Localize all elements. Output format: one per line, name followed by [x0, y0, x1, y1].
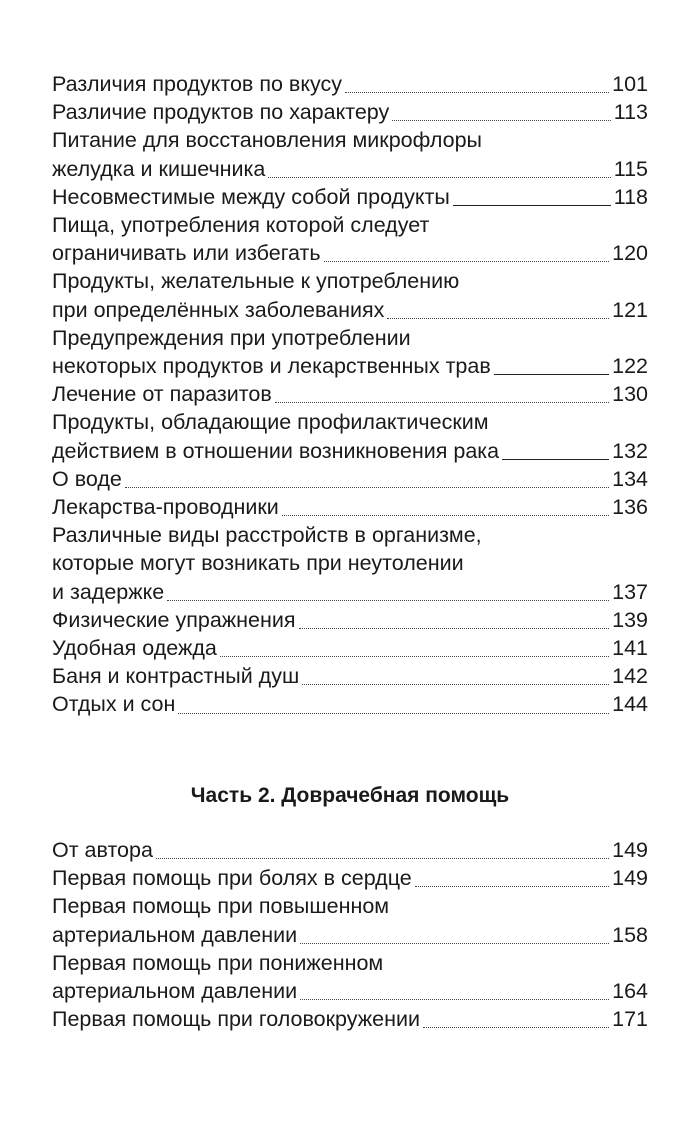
toc-page-number: 144	[612, 692, 648, 717]
toc-entry	[52, 892, 648, 948]
toc-entry	[52, 380, 648, 408]
toc-page-number: 136	[612, 495, 648, 520]
toc-entry-last-line	[52, 662, 648, 690]
toc-leader	[392, 120, 610, 121]
toc-entry-title: Отдых и сон	[52, 692, 176, 717]
toc-entry-title-line: которые могут возникать при неутолении	[52, 551, 464, 576]
toc-entry-last-line	[52, 183, 648, 211]
toc-page-number: 122	[612, 354, 648, 379]
section-heading-part-2: Часть 2. Доврачебная помощь	[190, 784, 510, 807]
toc-entry-last-line	[52, 578, 648, 606]
toc-leader	[178, 713, 609, 714]
toc-entry	[52, 408, 648, 464]
toc-entry	[52, 521, 648, 606]
toc-entry-last-line	[52, 836, 648, 864]
toc-entry-last-line	[52, 1005, 648, 1033]
toc-entry-last-line	[52, 380, 648, 408]
toc-entry-title: Лечение от паразитов	[52, 382, 272, 407]
toc-page-number: 158	[612, 922, 648, 947]
toc-page-number: 149	[612, 866, 648, 891]
toc-leader	[300, 943, 609, 944]
toc-entry	[52, 324, 648, 380]
toc-entry-last-line	[52, 921, 648, 949]
toc-entry-last-line	[52, 864, 648, 892]
toc-entry-last-line	[52, 634, 648, 662]
toc-part-2	[52, 836, 648, 1033]
toc-entry-title: желудка и кишечника	[52, 156, 266, 181]
toc-entry-title: От автора	[52, 838, 153, 862]
toc-leader	[125, 487, 609, 488]
toc-leader	[324, 261, 610, 262]
toc-entry	[52, 1005, 648, 1033]
toc-page-number: 113	[613, 100, 648, 125]
toc-entry-title: Различие продуктов по характеру	[52, 100, 390, 125]
toc-entry-last-line	[52, 437, 648, 465]
toc-entry	[52, 836, 648, 864]
toc-entry	[52, 493, 648, 521]
toc-entry-title: Лекарства-проводники	[52, 495, 279, 520]
toc-leader	[299, 628, 610, 629]
toc-entry-title: Баня и контрастный душ	[52, 664, 300, 689]
toc-entry-last-line	[52, 70, 648, 98]
toc-page-number: 132	[612, 438, 648, 463]
toc-page-number: 121	[612, 297, 648, 322]
toc-page-number: 115	[613, 156, 648, 181]
toc-page-number: 141	[612, 636, 648, 661]
toc-entry-title: Первая помощь при болях в сердце	[52, 866, 412, 891]
toc-entry	[52, 267, 648, 323]
toc-entry	[52, 864, 648, 892]
toc-leader	[268, 177, 610, 178]
toc-entry-last-line	[52, 606, 648, 634]
toc-entry-last-line	[52, 155, 648, 183]
toc-entry	[52, 949, 648, 1005]
toc-entry	[52, 183, 648, 211]
toc-leader	[220, 656, 609, 657]
toc-entry-title-line: Питание для восстановления микрофлоры	[52, 128, 482, 153]
toc-leader	[275, 402, 609, 403]
toc-page-number: 171	[612, 1007, 648, 1032]
toc-entry	[52, 662, 648, 690]
toc-entry	[52, 211, 648, 267]
toc-entry-title: некоторых продуктов и лекарственных трав	[52, 354, 491, 379]
toc-entry-title-line: Продукты, желательные к употреблению	[52, 269, 460, 294]
toc-leader	[156, 858, 609, 859]
toc-entry	[52, 465, 648, 493]
toc-leader	[282, 515, 609, 516]
toc-entry	[52, 634, 648, 662]
toc-entry-title: Удобная одежда	[52, 636, 217, 661]
toc-leader	[494, 374, 609, 375]
toc-part-1	[52, 70, 648, 719]
toc-leader	[167, 600, 609, 601]
toc-entry	[52, 126, 648, 182]
toc-entry-title-line: Первая помощь при повышенном	[52, 894, 390, 919]
toc-entry-last-line	[52, 493, 648, 521]
toc-entry-last-line	[52, 352, 648, 380]
toc-entry	[52, 690, 648, 718]
toc-entry-title: ограничивать или избегать	[52, 241, 321, 266]
toc-entry-last-line	[52, 98, 648, 126]
toc-entry-title-line: Продукты, обладающие профилактическим	[52, 410, 489, 435]
toc-entry-title-line: Предупреждения при употреблении	[52, 325, 411, 350]
toc-page-number: 164	[612, 979, 648, 1004]
toc-entry-title: действием в отношении возникновения рака	[52, 438, 500, 463]
toc-entry	[52, 98, 648, 126]
toc-entry-last-line	[52, 465, 648, 493]
toc-entry	[52, 606, 648, 634]
toc-entry-title: Первая помощь при головокружении	[52, 1007, 420, 1032]
toc-entry-title: при определённых заболеваниях	[52, 297, 385, 322]
toc-entry-title-line: Пища, употребления которой следует	[52, 213, 430, 238]
toc-leader	[302, 684, 609, 685]
toc-entry	[52, 70, 648, 98]
toc-page-number: 120	[612, 241, 648, 266]
toc-page-number: 139	[612, 607, 648, 632]
toc-entry-title: О воде	[52, 466, 122, 491]
toc-page-number: 130	[612, 382, 648, 407]
toc-entry-last-line	[52, 977, 648, 1005]
toc-leader	[502, 459, 609, 460]
toc-entry-title: Несовместимые между собой продукты	[52, 184, 450, 209]
toc-leader	[387, 318, 609, 319]
toc-entry-last-line	[52, 239, 648, 267]
toc-leader	[423, 1027, 609, 1028]
toc-page-number: 118	[613, 184, 648, 209]
toc-entry-title-line: Различные виды расстройств в организме,	[52, 523, 482, 548]
toc-entry-title: артериальном давлении	[52, 922, 298, 947]
toc-page-number: 134	[612, 466, 648, 491]
toc-entry-last-line	[52, 690, 648, 718]
toc-leader	[453, 205, 611, 206]
toc-leader	[300, 999, 609, 1000]
toc-leader	[345, 92, 609, 93]
toc-page-number: 137	[612, 579, 648, 604]
toc-page-number: 149	[612, 838, 648, 862]
toc-entry-title: Различия продуктов по вкусу	[52, 72, 342, 96]
toc-entry-title: артериальном давлении	[52, 979, 298, 1004]
toc-entry-title-line: Первая помощь при пониженном	[52, 950, 384, 975]
toc-leader	[415, 886, 609, 887]
toc-page-number: 101	[612, 72, 648, 96]
toc-entry-title: Физические упражнения	[52, 607, 296, 632]
toc-entry-title: и задержке	[52, 579, 165, 604]
toc-page-number: 142	[612, 664, 648, 689]
toc-entry-last-line	[52, 296, 648, 324]
